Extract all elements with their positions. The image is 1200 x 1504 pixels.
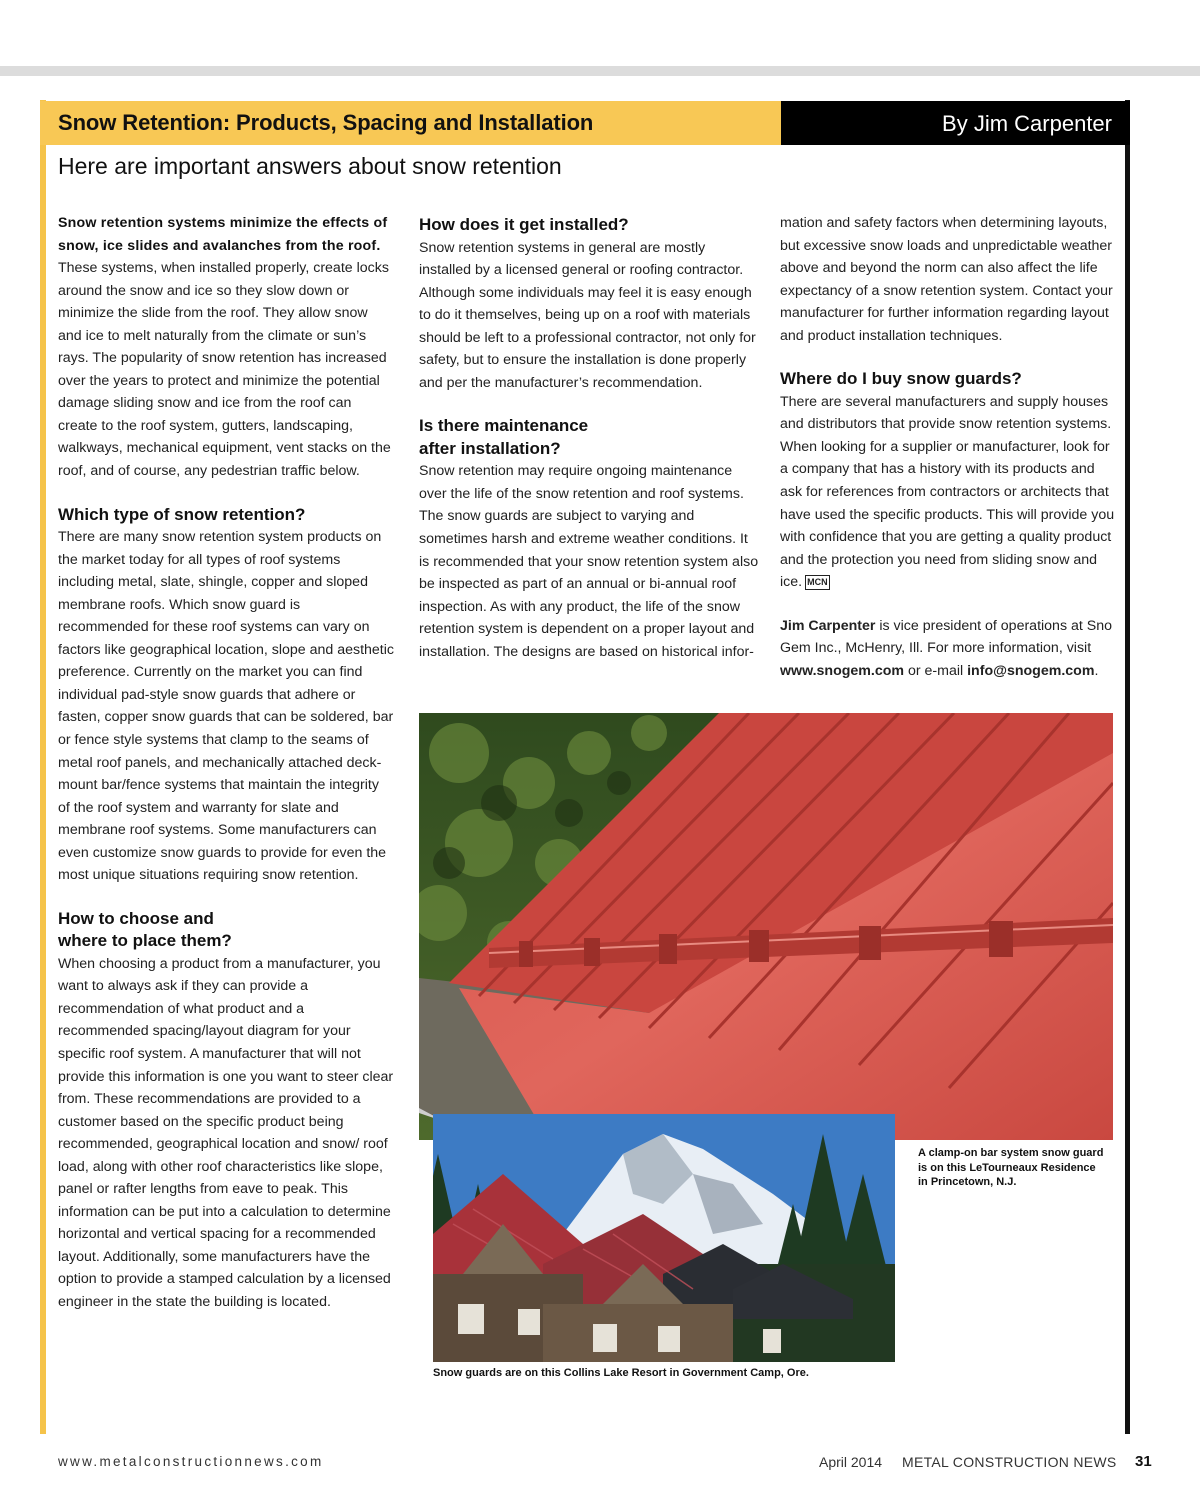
- intro-body: These systems, when installed properly, create locks around the snow and ice so they slow down or minimize the slide from the roof. They allow snow and ice to melt naturally from the climate or sun’s rays. The popularity of snow retention has increased over the years to protect and minimize the potential damage sliding snow and ice from the roof can create to the roof system, gutters, landscaping, walkways, mechanical equipment, vent stacks on the roof, and of course, any pedestrian traffic below.: [58, 260, 391, 480]
- article-title: Snow Retention: Products, Spacing and Installation: [58, 110, 594, 135]
- paragraph-continued: mation and safety factors when determining layouts, but excessive snow loads and unpredictable weather above and beyond the norm can also affect the life expectancy of a snow retention system. Contact your manufacturer for further information regarding layout and product installation techniques.: [780, 215, 1113, 344]
- heading-maintenance-line1: Is there maintenance: [419, 416, 589, 436]
- end-mark-icon: MCN: [805, 575, 830, 590]
- bio-website-link[interactable]: www.snogem.com: [780, 662, 905, 679]
- footer-url[interactable]: www.metalconstructionnews.com: [58, 1454, 324, 1469]
- paragraph-maintenance: Snow retention may require ongoing maintenance over the life of the snow retention and roof systems. The snow guards are subject to varying and sometimes harsh and extreme weather conditions. It is recommended that your snow retention system also be inspected as part of an annual or bi-annual roof inspection. As with any product, the life of the snow retention system is dependent on a proper layout and installation. The designs are based on historical infor-: [419, 463, 759, 660]
- intro-lead: Snow retention systems minimize the effects of snow, ice slides and avalanches from the roof.: [58, 215, 388, 254]
- caption-photo-2: Snow guards are on this Collins Lake Resort in Government Camp, Ore.: [433, 1367, 809, 1379]
- bio-end: .: [1094, 662, 1099, 679]
- intro-paragraph: [58, 212, 394, 483]
- left-accent-rule: [40, 100, 46, 1434]
- author-bio: [780, 615, 1116, 683]
- bio-email-link[interactable]: info@snogem.com: [967, 662, 1095, 679]
- bio-name: Jim Carpenter: [780, 617, 876, 634]
- author-byline: By Jim Carpenter: [942, 111, 1112, 136]
- footer-magazine: METAL CONSTRUCTION NEWS: [902, 1454, 1117, 1470]
- column-1: [58, 212, 394, 1314]
- heading-install: How does it get installed?: [419, 215, 629, 234]
- right-black-rule: [1125, 100, 1130, 1434]
- heading-maintenance-line2: after installation?: [419, 438, 561, 458]
- column-2: [419, 214, 759, 663]
- heading-choose: [58, 908, 394, 953]
- caption-photo-1: A clamp-on bar system snow guard is on this LeTourneaux Residence in Princetown, N.J.: [918, 1147, 1104, 1188]
- paragraph-buy: [780, 391, 1116, 594]
- heading-choose-line1: How to choose and: [58, 908, 214, 928]
- footer-date: April 2014: [819, 1454, 883, 1470]
- photo-collins-lake-resort: [433, 1114, 895, 1362]
- photo-red-metal-roof: [419, 713, 1113, 1140]
- paragraph-buy-text: There are several manufacturers and supply houses and distributors that provide snow retention systems. When looking for a supplier or manufacturer, look for a company that has a history with its products and ask for references from contractors or architects that have used the specific products. This will provide you with confidence that you are getting a quality product and the protection you need from sliding snow and ice.: [780, 393, 1115, 591]
- paragraph-choose: When choosing a product from a manufacturer, you want to always ask if they can provide a recommendation of what product and a recommended spacing/layout diagram for your specific roof system. A manufacturer that will not provide this information is one you want to steer clear from. These recommendations are provided to a customer based on the specific product being recommended, geographical location and snow/ roof load, along with other roof characteristics like slope, panel or rafter lengths from eave to peak. This information can be put into a calculation to determine horizontal and vertical spacing for a recommended layout. Additionally, some manufacturers have the option to provide a stamped calculation by a licensed engineer in the state the building is located.: [58, 955, 394, 1311]
- heading-type: Which type of snow retention?: [58, 504, 306, 524]
- heading-choose-line2: where to place them?: [58, 931, 232, 951]
- paragraph-install: Snow retention systems in general are mostly installed by a licensed general or roofing contractor. Although some individuals may feel it is easy enough to do it themselves, being up on a roof with materials should be left to a professional contractor, not only for safety, but to ensure the installation is done properly and per the manufacturer’s recommendation.: [419, 239, 756, 391]
- heading-buy: Where do I buy snow guards?: [780, 369, 1022, 389]
- column-3: [780, 212, 1116, 682]
- paragraph-type: There are many snow retention system products on the market today for all types of roof systems including metal, slate, shingle, copper and sloped membrane roofs. Which snow guard is recommended for these roof systems can vary on factors like geographical location, slope and aesthetic preference. Currently on the market you can find individual pad-style snow guards that adhere or fasten, copper snow guards that can be soldered, bar or fence style systems that clamp to the seams of metal roof panels, and mechanically attached deck-mount bar/fence systems that maintain the integrity of the roof system and warranty for slate and membrane roof systems. Some manufacturers can even customize snow guards to provide for even the most unique situations requiring snow retention.: [58, 529, 394, 884]
- article-subtitle: Here are important answers about snow retention: [58, 153, 562, 179]
- bio-mid: or e-mail: [904, 662, 968, 679]
- page-number: 31: [1135, 1453, 1152, 1470]
- heading-maintenance: [419, 415, 759, 460]
- bio-text: is vice president of operations at Sno Gem Inc., McHenry, Ill. For more information, visit: [780, 617, 1113, 657]
- top-gray-bar: [0, 66, 1200, 76]
